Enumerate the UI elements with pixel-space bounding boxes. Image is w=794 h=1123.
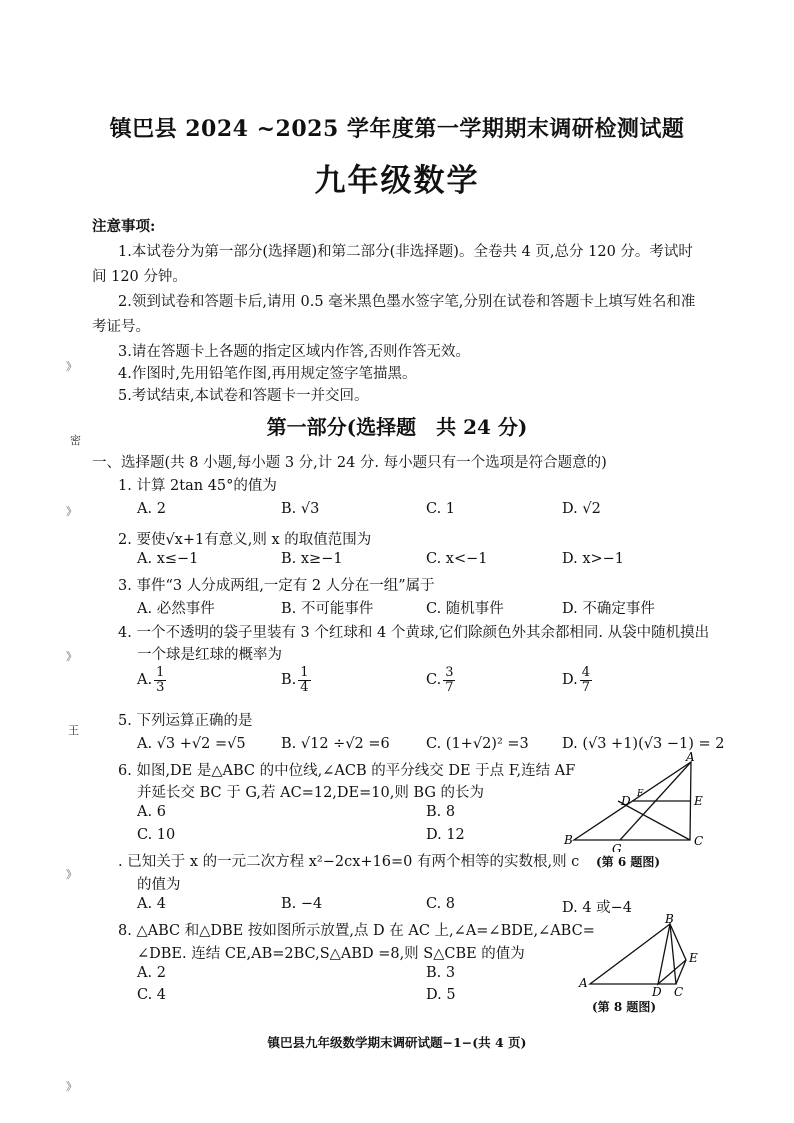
q6-option-b: B. 8 (426, 804, 456, 820)
fig8-label-e: E (689, 951, 698, 965)
q7-option-a: A. 4 (137, 896, 166, 912)
q4-option-c-fraction: $\frac{3}{7}$ (445, 665, 454, 695)
q4-option-b-label: B. (281, 672, 297, 689)
q5-option-c: C. (1+√2)² =3 (426, 736, 529, 752)
q2-option-d: D. x>−1 (562, 551, 625, 567)
q6-option-a: A. 6 (137, 804, 166, 820)
margin-mark-5: 王 (68, 724, 79, 737)
notes-heading: 注意事项: (92, 218, 156, 235)
q4-option-b (281, 666, 311, 694)
q5-stem: 5. 下列运算正确的是 (118, 713, 253, 729)
fig6-label-f: F (637, 789, 644, 799)
q7-option-d: D. 4 或−4 (562, 900, 633, 916)
q8-option-b: B. 3 (426, 965, 456, 981)
q1-option-b: B. √3 (281, 501, 320, 517)
figure-q8-triangles (574, 912, 704, 997)
note-line-3: 3.请在答题卡上各题的指定区域内作答,否则作答无效。 (118, 344, 470, 360)
q4-option-a-label: A. (137, 672, 153, 689)
fig6-label-b: B (564, 833, 573, 847)
q4-option-a-fraction: $\frac{1}{3}$ (156, 665, 165, 695)
q4-option-b-fraction: $\frac{1}{4}$ (300, 665, 309, 695)
q5-option-a: A. √3 +√2 =√5 (137, 736, 246, 752)
fig6-label-c: C (694, 834, 704, 848)
note-line-4: 4.作图时,先用铅笔作图,再用规定签字笔描黑。 (118, 366, 417, 382)
page-footer: 镇巴县九年级数学期末调研试题−1−(共 4 页) (267, 1035, 527, 1050)
q4-option-c-label: C. (426, 672, 442, 689)
q4-option-d (562, 666, 592, 694)
q4-stem-line2: 一个球是红球的概率为 (137, 647, 282, 663)
figure-q8-caption: (第 8 题图) (592, 1000, 657, 1014)
q3-option-d: D. 不确定事件 (562, 601, 655, 617)
q4-option-c (426, 666, 455, 694)
q8-option-d: D. 5 (426, 987, 456, 1003)
fig8-triangle-dbe (658, 924, 686, 984)
fig6-label-a: A (686, 752, 695, 764)
fig8-label-c: C (674, 985, 684, 997)
figure-q6-caption: (第 6 题图) (596, 855, 661, 869)
q2-option-a: A. x≤−1 (137, 551, 199, 567)
q4-option-d-label: D. (562, 672, 578, 689)
q1-option-c: C. 1 (426, 501, 456, 517)
note-line-1-cont: 间 120 分钟。 (92, 269, 187, 285)
q6-stem-line1: 6. 如图,DE 是△ABC 的中位线,∠ACB 的平分线交 DE 于点 F,连结 AF (118, 763, 576, 779)
fig6-label-g: G (612, 842, 622, 852)
figure-q6-triangle (560, 752, 710, 852)
q4-option-a (137, 666, 166, 694)
q5-option-b: B. √12 ÷√2 =6 (281, 736, 390, 752)
fig8-triangle-abc (590, 924, 676, 984)
q3-option-c: C. 随机事件 (426, 601, 504, 617)
q2-option-b: B. x≥−1 (281, 551, 343, 567)
q6-option-d: D. 12 (426, 827, 465, 843)
q3-stem: 3. 事件“3 人分成两组,一定有 2 人分在一组”属于 (118, 578, 435, 594)
exam-title: 镇巴县 2024 ~2025 学年度第一学期期末调研检测试题 (109, 116, 685, 142)
q3-option-a: A. 必然事件 (137, 601, 215, 617)
margin-mark-3: 》 (66, 505, 77, 518)
margin-mark-7: 》 (66, 1080, 77, 1093)
fig6-label-d: D (621, 794, 631, 808)
fig6-label-e: E (694, 794, 703, 808)
q2-stem: 2. 要使√x+1有意义,则 x 的取值范围为 (118, 532, 372, 548)
q7-stem-line2: 的值为 (137, 877, 181, 893)
note-line-2-cont: 考证号。 (92, 319, 150, 335)
q2-option-c: C. x<−1 (426, 551, 488, 567)
margin-mark-6: 》 (66, 868, 77, 881)
note-line-1: 1.本试卷分为第一部分(选择题)和第二部分(非选择题)。全卷共 4 页,总分 120 分。考试时 (118, 244, 693, 260)
q6-stem-line2: 并延长交 BC 于 G,若 AC=12,DE=10,则 BG 的长为 (137, 785, 485, 801)
q5-option-d: D. (√3 +1)(√3 −1) = 2 (562, 736, 725, 752)
q1-option-d: D. √2 (562, 501, 601, 517)
q1-stem: 1. 计算 2tan 45°的值为 (118, 478, 277, 494)
margin-mark-1: 》 (66, 360, 77, 373)
q3-option-b: B. 不可能事件 (281, 601, 374, 617)
q8-stem-line1: 8. △ABC 和△DBE 按如图所示放置,点 D 在 AC 上,∠A=∠BDE,∠ABC= (118, 923, 595, 939)
q7-option-b: B. −4 (281, 896, 323, 912)
q8-option-c: C. 4 (137, 987, 167, 1003)
fig8-label-a: A (579, 976, 588, 990)
q4-option-d-fraction: $\frac{4}{7}$ (581, 665, 590, 695)
margin-mark-4: 》 (66, 650, 77, 663)
subject-title: 九年级数学 (314, 163, 480, 199)
margin-mark-2: 密 (70, 434, 81, 447)
q4-stem-line1: 4. 一个不透明的袋子里装有 3 个红球和 4 个黄球,它们除颜色外其余都相同. 从袋中随机摸出 (118, 625, 710, 641)
q8-option-a: A. 2 (137, 965, 166, 981)
note-line-2: 2.领到试卷和答题卡后,请用 0.5 毫米黑色墨水签字笔,分别在试卷和答题卡上填写姓名和准 (118, 294, 696, 310)
q6-option-c: C. 10 (137, 827, 176, 843)
q1-option-a: A. 2 (137, 501, 166, 517)
fig8-label-d: D (652, 985, 662, 997)
q7-option-c: C. 8 (426, 896, 456, 912)
q8-stem-line2: ∠DBE. 连结 CE,AB=2BC,S△ABD =8,则 S△CBE 的值为 (137, 946, 525, 962)
part1-title: 第一部分(选择题 共 24 分) (266, 415, 528, 439)
fig8-label-b: B (665, 912, 674, 926)
note-line-5: 5.考试结束,本试卷和答题卡一并交回。 (118, 388, 369, 404)
q7-stem-line1: . 已知关于 x 的一元二次方程 x²−2cx+16=0 有两个相等的实数根,则 c (118, 854, 580, 870)
section-heading: 一、选择题(共 8 小题,每小题 3 分,计 24 分. 每小题只有一个选项是符合题意的) (92, 455, 607, 471)
